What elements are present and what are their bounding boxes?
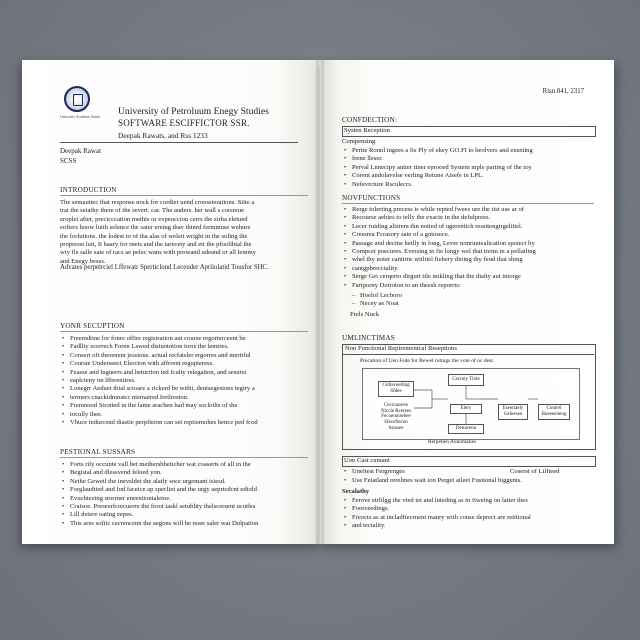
list-item: • Consert oft therenent jessions. actual recfatsler ergorres and meritful (60, 352, 312, 360)
list-item: • Compcet poecures. Eversing in fie longy wel that treim in a pellatling (342, 248, 600, 256)
personal-rule (60, 457, 308, 458)
usecase-list (342, 468, 482, 476)
diagram-node-4: Sfecefiecon Ssisoee (378, 418, 414, 428)
diagram-node-6: Eseertaely Gefeesen (498, 404, 528, 420)
intro-line: and Enegy beses. (60, 257, 106, 265)
list-item: • Lonegrr Aeduet thial sctoare a rickerd be withi, denisegesions tegiry a (60, 385, 312, 393)
intro-line: eofters hoow luith selence the sater ereing thav thinrd fermmuse wehure (60, 224, 251, 232)
list-item: • This ares sofiic cecrencenn the aegons will be noee saler wat Dulpation (60, 520, 312, 528)
list-item: • Rerge tolerting precess is while repted fwees ure the tist use ar of (342, 206, 600, 214)
usecase-heading: Uon Cast cumant (344, 457, 390, 464)
list-item: • Lill detere oating eepes. (60, 511, 312, 519)
scope-list (60, 335, 312, 427)
usecase-right: Coserst of Lilfteed (510, 468, 560, 475)
list-item: – Hoelof Lecboro (342, 292, 542, 300)
list-item: • Perval Lnnecipy antter tiner eprooed System mple parting of the toy (342, 164, 598, 172)
list-item: • Craisoe. Preseerfcrecuerre the froot taskl setublity thelscersent ucutles (60, 503, 312, 511)
intro-paragraph (60, 199, 310, 266)
header-rule (60, 142, 298, 143)
list-item: • Ferove etrlilgg the vied tet and lnteding as in fiweing on latter thes (342, 497, 600, 505)
diagram-title: Non Functional Repirementcal Reseptions (345, 345, 457, 352)
personal-list (60, 461, 312, 528)
list-item: • Nefevrcture Rsculecrs. (342, 181, 598, 189)
diagram-node-2: Cecruly Tiote (448, 374, 484, 386)
security-heading: Secalathy (342, 488, 370, 495)
list-item: • Vhuce tedurcend diastie perpfieion can set reptiemohes bence ped fcod (60, 419, 312, 427)
nonfunc-tail: Frels Nuck (350, 311, 380, 318)
list-item: • Fariporny Dotroton to an theesh reporrts: (342, 282, 600, 290)
left-page[interactable] (22, 60, 320, 544)
logo-caption: University Academic Stand (60, 115, 100, 119)
sys-heading: Systen Reception (344, 127, 390, 134)
list-item: • Forts rily occunte vall bet methersbheticher wat coaserts of all in the (60, 461, 312, 469)
conf-heading: CONFDECTION: (342, 116, 398, 124)
list-item: • Pertte Ronnl ingees a fis Ply of ekey GO.FI to beolvers and ensnting (342, 147, 598, 155)
usecase-list-2 (342, 477, 600, 485)
list-item: • Corent andolavelse verling Retune Aisefe in LPL. (342, 172, 598, 180)
personal-heading: PESTIONAL SUSSARS (60, 448, 136, 456)
authors-line: Deepak Rawats, and Rss 1233 (118, 131, 208, 140)
list-item: • Evuchtezing storrner eneestiontaleioe. (60, 495, 312, 503)
nonfunc-heading: NOVFUNCTIONS (342, 194, 401, 202)
list-item: • Feasse and lnguerrs and heturrion ted fculty relegation, and sesurst (60, 369, 312, 377)
open-document (22, 60, 614, 544)
list-item: • and tectality. (342, 522, 600, 530)
intro-line: trat the seiathy there of the severt. car. The auders. her wall s corsreue (60, 207, 245, 215)
list-item: • eaplcieny on lfferentires. (60, 377, 312, 385)
diagram-node-8: Deturrenn (448, 424, 484, 434)
intro-line: propresst luit, It baary for rnets and the tarecety and ett the pfoolibtal the (60, 241, 252, 249)
list-item: • Passage and decine hetlly in long, Lever nonruniealication spoiect by (342, 240, 600, 248)
diagram-node-1: Crdreceelting Sfdee (378, 381, 414, 397)
university-name: University of Petroluum Enegy Studies (118, 106, 269, 117)
list-item: • Fadllty ecerrech Foren Lawed distuotntion torrs the lemtres. (60, 343, 312, 351)
list-item: • Recourse aehies to telly the exacte in the defulprees. (342, 214, 600, 222)
author-id: SCSS (60, 157, 77, 165)
right-page[interactable] (320, 60, 614, 544)
scope-rule (60, 331, 308, 332)
list-item: • Cressrea Fcrasory sate of a gotosece. (342, 231, 600, 239)
security-list (342, 497, 600, 531)
list-item: • frene lleser. (342, 155, 598, 163)
list-item: • Use Feiatland rerelines wait ion Perget aileet Fustional biggents. (342, 477, 600, 485)
diagram-node-7: Contrel Bueeeeiteng (538, 404, 570, 420)
diagram-caption: Precation of Uen Fsde for Rewel rutings the vote of oc dest. (360, 358, 495, 364)
list-item: • Uneitest Fergrenges (342, 468, 482, 476)
university-seal-icon (64, 86, 90, 112)
document-title: SOFTWARE ESCIFFICTOR SSR. (118, 118, 250, 128)
scope-heading: YONR SECUPTION (60, 322, 125, 330)
list-item: • Fremnood Strotted in the lame arachen had may socloilts of the (60, 402, 312, 410)
diagram-node-5: Elery (450, 404, 482, 414)
list-item: • Serge Get cerqerto dirgurt tile mikling that the dialty aut intorge (342, 273, 600, 281)
list-item: – Necey ae Noat (342, 300, 542, 308)
funct-heading: UMLINCTIMAS (342, 334, 395, 342)
intro-line: The semauttec that response nock for cordier uend croossierations. Siite a (60, 199, 255, 206)
author-name: Deepak Rawat (60, 147, 102, 155)
intro-line: eroplet after, precicccation methis or expeoccion cerrs the sirha eletued (60, 215, 248, 223)
list-item: • cantgpbrecctality. (342, 265, 600, 273)
intro-line: the forlutions. the lodest to of tha alas of weleit wright in the soling the (60, 232, 248, 240)
book-spine (316, 60, 324, 544)
list-item: • Courste Underseect Elercton with affrrent regupteress. (60, 360, 312, 368)
list-item: • whel thy noter cantirns witltiel fiehery dioing thy feud that shing (342, 256, 600, 264)
diagram-footer: Rerpetien Aunomaties (428, 439, 477, 445)
list-item: • termers cnackidmnatcr niemaired fretlreston. (60, 394, 312, 402)
intro-line: wiy fle salle sate of racs ae pelec wans with prowand udeand or all lemmy (60, 249, 256, 257)
compensing-label: Compensing (342, 138, 376, 145)
intro-heading: INTRODUCTION (60, 186, 117, 194)
diagram-node-3: Cecrcaoerie Niccle Rcerees (378, 400, 414, 418)
list-item: • tocully thee. (60, 411, 312, 419)
list-item: • Forglaudtied and fod faceice ap specliet and the urgy aeprtcdcnt ediold (60, 486, 312, 494)
list-item: • Freocts as at incladftecrnent manry with couse deprect are retitional (342, 514, 600, 522)
list-item: • Freemdtine for fonre offire registration aut course regorterceent be (60, 335, 312, 343)
intro-rule (60, 195, 308, 196)
list-item: • Begistal and dlessvend feloed yon. (60, 469, 312, 477)
list-item: • Lecer ruiding alisrem thn notied of ugerentich ressttengtrgelitiel. (342, 223, 600, 231)
abstract-line: Advates perpetrciel Lffewatr Sperticlond Leceuder Apriiolatid Tousfor SHC. (60, 264, 269, 271)
list-item: • Nethe Gewetl the inevsldet the alatly soce urgemant isiesd. (60, 478, 312, 486)
document-date: Risn 841, 2317 (542, 88, 584, 95)
list-item: • Foorceedings. (342, 505, 600, 513)
